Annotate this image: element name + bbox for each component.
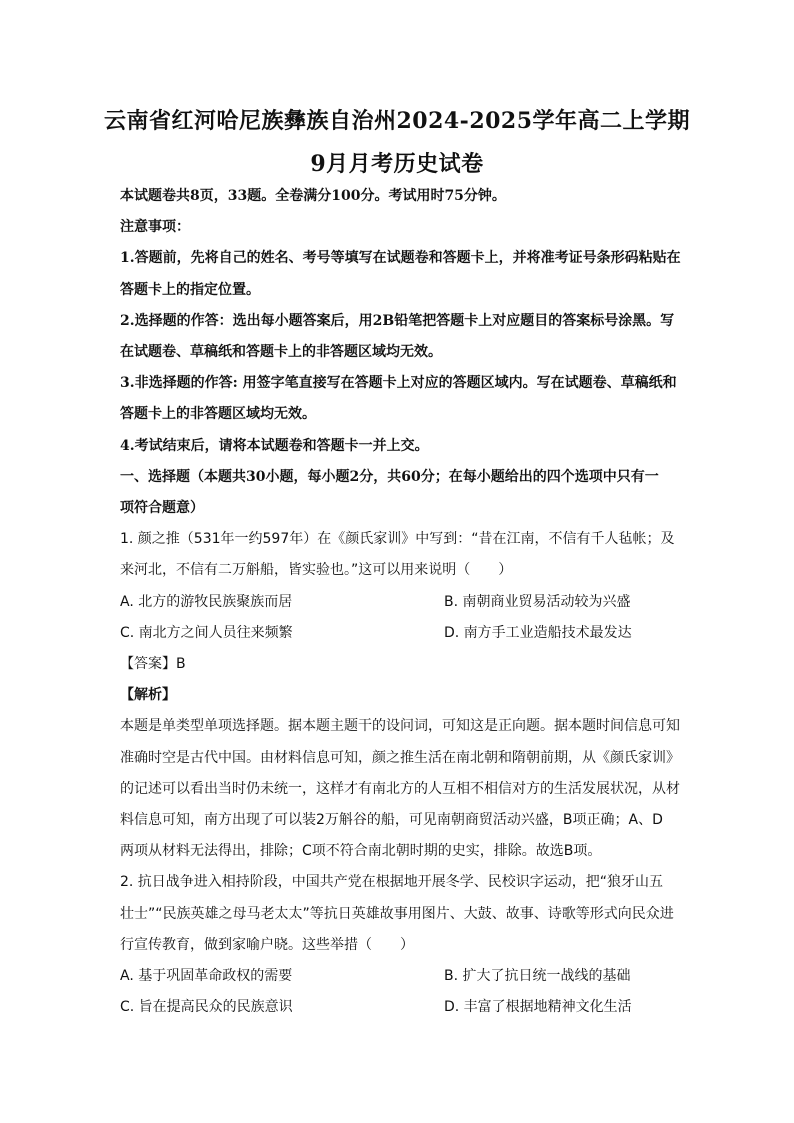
q1-analysis-line4: 料信息可知，南方出现了可以装2万斛谷的船，可见南朝商贸活动兴盛，B项正确；A、D — [120, 812, 663, 828]
exam-title-line2: 9月月考历史试卷 — [310, 151, 484, 177]
exam-title-line1: 云南省红河哈尼族彝族自治州2024-2025学年高二上学期 — [103, 108, 691, 134]
notice-heading: 注意事项： — [120, 219, 190, 235]
q2-option-d: D. 丰富了根据地精神文化生活 — [444, 999, 632, 1015]
section-heading-line1: 一、选择题（本题共30小题，每小题2分，共60分；在每小题给出的四个选项中只有一 — [120, 469, 659, 485]
q1-stem-line2: 来河北，不信有二万斛船，皆实验也。”这可以用来说明（ ） — [120, 562, 513, 578]
notice-3-line2: 答题卡上的非答题区域均无效。 — [120, 406, 316, 422]
q1-stem-line1: 1. 颜之推（531年一约597年）在《颜氏家训》中写到：“昔在江南，不信有千人毡帐；及 — [120, 531, 675, 547]
notice-1-line2: 答题卡上的指定位置。 — [120, 282, 260, 298]
q2-option-a: A. 基于巩固革命政权的需要 — [120, 968, 293, 984]
q1-analysis-heading: 【解析】 — [120, 687, 176, 703]
q1-option-c: C. 南北方之间人员往来频繁 — [120, 625, 293, 641]
exam-summary: 本试题卷共8页，33题。全卷满分100分。考试用时75分钟。 — [120, 188, 506, 204]
q1-analysis-line3: 的记述可以看出当时仍未统一，这样才有南北方的人互相不相信对方的生活发展状况，从材 — [120, 781, 680, 797]
q1-analysis-line1: 本题是单类型单项选择题。据本题主题干的设问词，可知这是正向题。据本题时间信息可知 — [120, 718, 680, 734]
notice-4: 4.考试结束后，请将本试题卷和答题卡一并上交。 — [120, 438, 429, 454]
q1-option-b: B. 南朝商业贸易活动较为兴盛 — [444, 594, 631, 610]
q2-stem-line2: 壮士”“民族英雄之母马老太太”等抗日英雄故事用图片、大鼓、故事、诗歌等形式向民众进 — [120, 906, 674, 922]
notice-1-line1: 1.答题前，先将自己的姓名、考号等填写在试题卷和答题卡上，并将准考证号条形码粘贴在 — [120, 250, 681, 266]
q1-analysis-line5: 两项从材料无法得出，排除；C项不符合南北朝时期的史实，排除。故选B项。 — [120, 843, 602, 859]
q1-answer: 【答案】B — [120, 656, 186, 672]
q1-option-d: D. 南方手工业造船技术最发达 — [444, 625, 632, 641]
q2-stem-line3: 行宣传教育，做到家喻户晓。这些举措（ ） — [120, 937, 414, 953]
notice-2-line1: 2.选择题的作答：选出每小题答案后，用2B铅笔把答题卡上对应题目的答案标号涂黑。写 — [120, 313, 675, 329]
q2-option-b: B. 扩大了抗日统一战线的基础 — [444, 968, 631, 984]
notice-2-line2: 在试题卷、草稿纸和答题卡上的非答题区域均无效。 — [120, 344, 442, 360]
notice-3-line1: 3.非选择题的作答: 用签字笔直接写在答题卡上对应的答题区域内。写在试题卷、草稿纸和 — [120, 375, 677, 391]
q1-option-a: A. 北方的游牧民族聚族而居 — [120, 594, 293, 610]
q2-stem-line1: 2. 抗日战争进入相持阶段，中国共产党在根据地开展冬学、民校识字运动，把“狼牙山五 — [120, 874, 664, 890]
q2-option-c: C. 旨在提高民众的民族意识 — [120, 999, 293, 1015]
q1-analysis-line2: 准确时空是古代中国。由材料信息可知，颜之推生活在南北朝和隋朝前期，从《颜氏家训》 — [120, 750, 680, 766]
section-heading-line2: 项符合题意） — [120, 500, 204, 516]
